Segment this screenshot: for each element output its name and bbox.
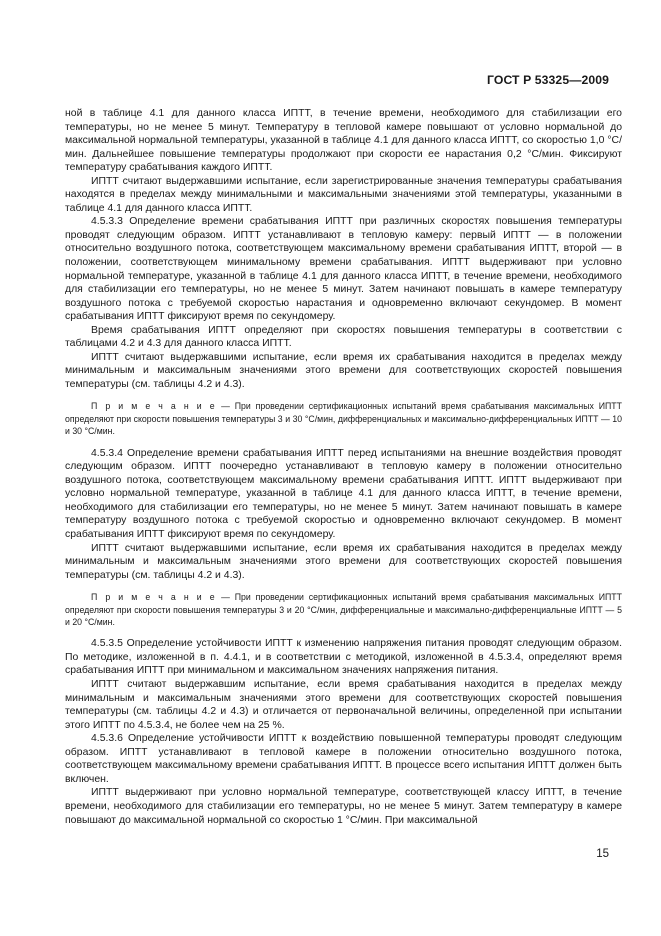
- paragraph: ИПТТ выдерживают при условно нормальной температуре, соответствующей классу ИПТТ, в течение времени, необходимого для стабилизации его температуры, но не менее 5 минут. Затем температуру в камере повышают до максимальной нормальной со скоростью 1 °С/мин. При максимальной: [65, 787, 622, 826]
- paragraph-section-4-5-3-4: 4.5.3.4 Определение времени срабатывания ИПТТ перед испытаниями на внешние воздействия проводят следующим образом. ИПТТ поочередно устанавливают в тепловую камеру в положении относительно воздушного потока, соответствующем максимальному времени срабатывания ИПТТ. ИПТТ выдерживают при условно нормальной температуре, указанной в таблице 4.1 для данного класса ИПТТ, в течение времени, необходимого для стабилизации его температуры, но не менее 5 минут. Затем начинают повышать в камере температуру воздушного потока с требуемой скоростью и одновременно включают секундомер. В момент срабатывания ИПТТ фиксируют время по секундомеру.: [65, 447, 622, 540]
- paragraph: ИПТТ считают выдержавшим испытание, если время срабатывания находится в пределах между минимальным и максимальным значениями этого времени для соответствующих скоростей повышения температуры (см. таблицы 4.2 и 4.3) и отличается от первоначальной величины, определенной при испытании этого ИПТТ по 4.5.3.4, не более чем на 25 %.: [65, 679, 622, 731]
- note-label: П р и м е ч а н и е: [91, 592, 217, 603]
- paragraph: ной в таблице 4.1 для данного класса ИПТТ, в течение времени, необходимого для стабилизации его температуры, но не менее 5 минут. Температуру в тепловой камере повышают от условно нормальной до максимальной нормальной температуры, указанной в таблице 4.1 для данного класса ИПТТ, со скоростью 1,0 °С/мин. Дальнейшее повышение температуры продолжают при скорости ее нарастания 0,2 °С/мин. Фиксируют температуру срабатывания каждого ИПТТ.: [65, 108, 622, 174]
- paragraph-section-4-5-3-6: 4.5.3.6 Определение устойчивости ИПТТ к воздействию повышенной температуры проводят следующим образом. ИПТТ устанавливают в тепловой камере в положении относительно воздушного потока, соответствующем максимальному времени срабатывания ИПТТ. В процессе всего испытания ИПТТ должен быть включен.: [65, 733, 622, 785]
- paragraph-section-4-5-3-3: 4.5.3.3 Определение времени срабатывания ИПТТ при различных скоростях повышения температуры проводят следующим образом. ИПТТ устанавливают в тепловую камеру: первый ИПТТ — в положении относительно воздушного потока, соответствующем максимальному времени срабатывания ИПТТ, второй — в положении, соответствующем минимальному времени срабатывания. ИПТТ выдерживают при условно нормальной температуре, указанной в таблице 4.1 для данного класса ИПТТ, в течение времени, необходимого для стабилизации его температуры, но не менее 5 минут. Затем начинают повышать в камере температуру воздушного потока с требуемой скоростью нарастания и одновременно включают секундомер. В момент срабатывания ИПТТ фиксируют время по секундомеру.: [65, 216, 622, 323]
- paragraph: Время срабатывания ИПТТ определяют при скоростях повышения температуры в соответствии с таблицами 4.2 и 4.3 для данного класса ИПТТ.: [65, 324, 622, 350]
- paragraph: ИПТТ считают выдержавшими испытание, если время их срабатывания находится в пределах между минимальным и максимальным значениями этого времени для соответствующих скоростей повышения температуры (см. таблицы 4.2 и 4.3).: [65, 351, 622, 390]
- note-text: — При проведении сертификационных испытаний время срабатывания максимальных ИПТТ определяют при скорости повышения температуры 3 и 30 °С/мин, дифференциальных и максимально-дифференциальных ИПТТ — 10 и 30 °С/мин.: [65, 401, 622, 437]
- document-code-header: ГОСТ Р 53325—2009: [487, 73, 609, 87]
- note-label: П р и м е ч а н и е: [91, 401, 217, 412]
- paragraph-section-4-5-3-5: 4.5.3.5 Определение устойчивости ИПТТ к изменению напряжения питания проводят следующим образом. По методике, изложенной в п. 4.4.1, и в соответствии с методикой, изложенной в 4.5.3.4, определяют время срабатывания ИПТТ при минимальном и максимальном значениях напряжения питания.: [65, 638, 622, 677]
- document-body: [65, 107, 622, 827]
- note-text: — При проведении сертификационных испытаний время срабатывания максимальных ИПТТ определяют при скорости повышения температуры 3 и 20 °С/мин, дифференциальные и максимально-дифференциальные ИПТТ — 5 и 20 °С/мин.: [65, 592, 622, 627]
- note: [65, 400, 622, 437]
- paragraph: ИПТТ считают выдержавшими испытание, если зарегистрированные значения температуры срабатывания находятся в пределах между минимальными и максимальными значениями этой температуры, указанными в таблице 4.1 для данного класса ИПТТ.: [65, 175, 622, 214]
- note: [65, 591, 622, 628]
- paragraph: ИПТТ считают выдержавшими испытание, если время их срабатывания находится в пределах между минимальным и максимальным значениями этого времени для соответствующих скоростей повышения температуры (см. таблицы 4.2 и 4.3).: [65, 542, 622, 581]
- page-number: 15: [596, 848, 609, 860]
